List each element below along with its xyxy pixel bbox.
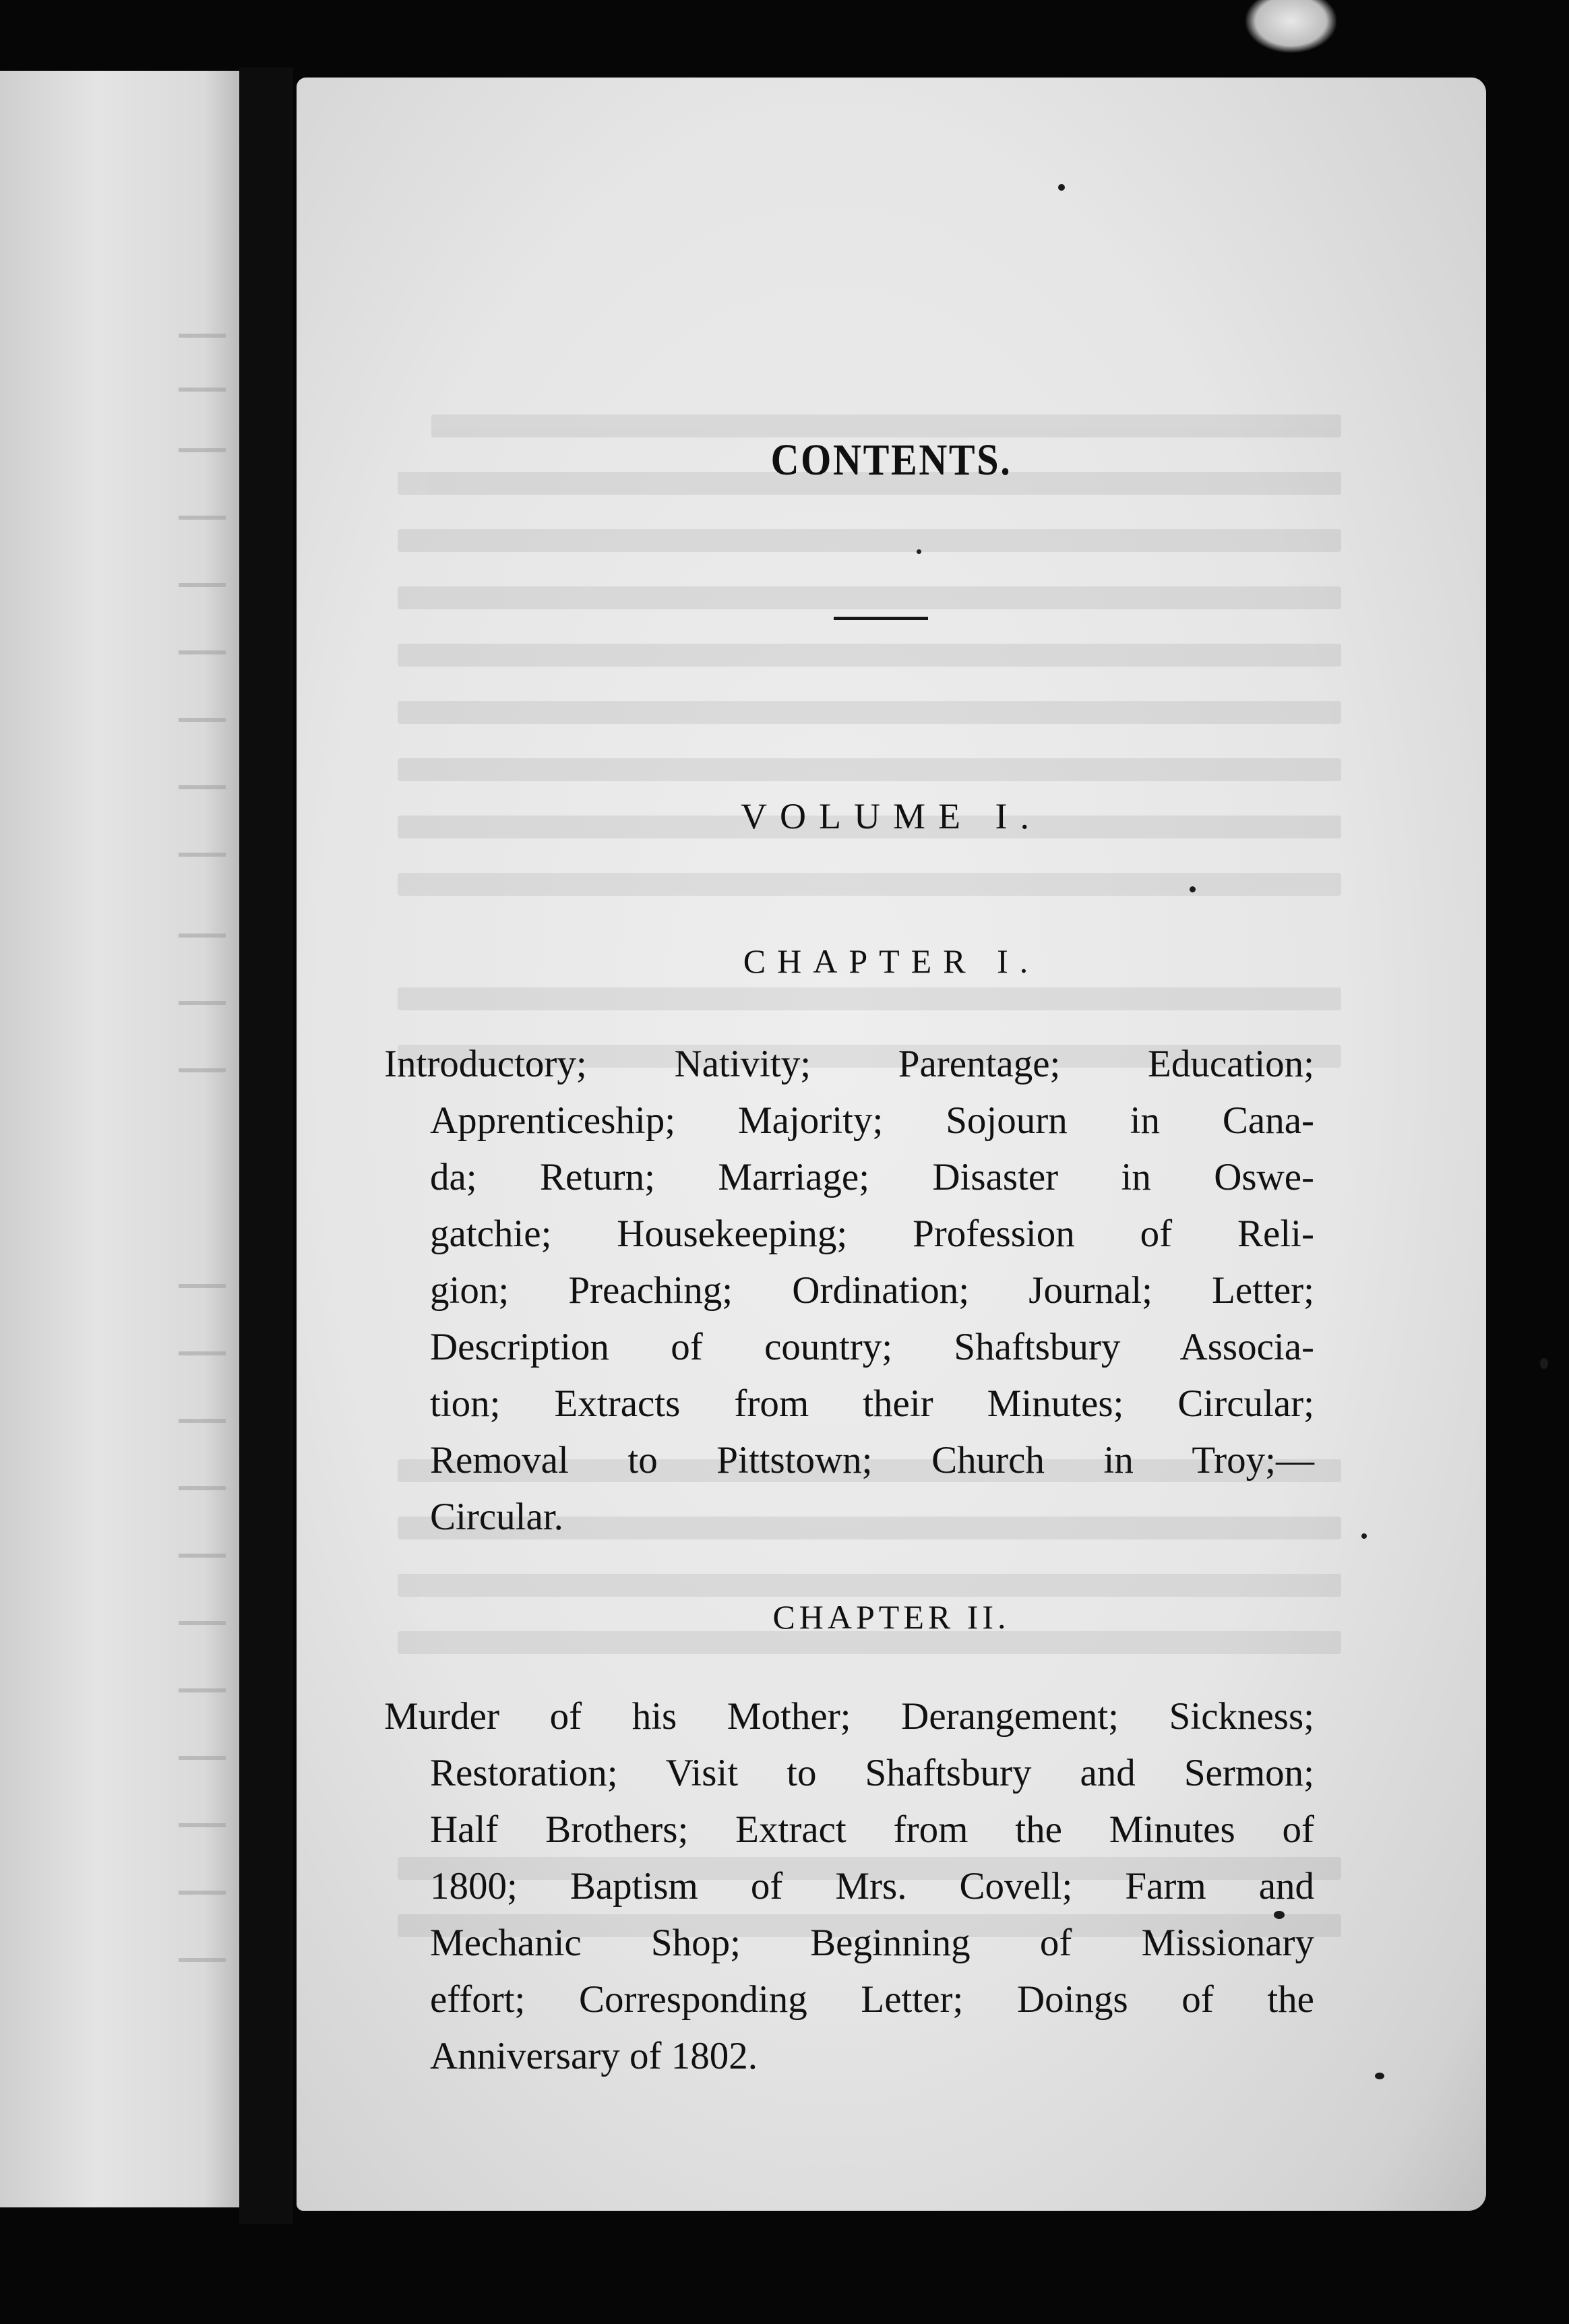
summary-line: Murder of his Mother; Derangement; Sickness; (384, 1695, 1314, 1738)
summary-line: Removal to Pittstown; Church in Troy;— (430, 1439, 1314, 1481)
page-title: CONTENTS. (770, 435, 1012, 485)
summary-line: gion; Preaching; Ordination; Journal; Letter; (430, 1269, 1314, 1312)
chapter-summary (384, 1036, 1314, 1546)
summary-line: Mechanic Shop; Beginning of Missionary (430, 1922, 1314, 1964)
volume-heading: VOLUME I. (741, 796, 1042, 836)
summary-line: gatchie; Housekeeping; Profession of Reli- (430, 1213, 1314, 1255)
book-gutter (239, 67, 293, 2224)
title-rule (834, 617, 928, 620)
facing-page-edge (0, 71, 239, 2207)
summary-line: Anniversary of 1802. (430, 2035, 758, 2077)
chapter-heading: CHAPTER II. (772, 1598, 1010, 1636)
summary-line: Apprenticeship; Majority; Sojourn in Cana- (430, 1099, 1314, 1142)
summary-line: Restoration; Visit to Shaftsbury and Sermon; (430, 1752, 1314, 1794)
scan-blemish (1245, 0, 1336, 53)
summary-line: da; Return; Marriage; Disaster in Oswe- (430, 1156, 1314, 1198)
chapter-summary (384, 1688, 1314, 2085)
summary-line: Half Brothers; Extract from the Minutes of (430, 1808, 1314, 1851)
summary-line: 1800; Baptism of Mrs. Covell; Farm and (430, 1865, 1314, 1907)
summary-line: effort; Corresponding Letter; Doings of the (430, 1978, 1314, 2021)
chapter-heading: CHAPTER I. (743, 942, 1040, 980)
contents-page (297, 78, 1486, 2211)
summary-line: Description of country; Shaftsbury Associa- (430, 1326, 1314, 1368)
title-dot (917, 549, 921, 554)
summary-line: Introductory; Nativity; Parentage; Education; (384, 1043, 1314, 1085)
summary-line: tion; Extracts from their Minutes; Circular; (430, 1382, 1314, 1425)
summary-line: Circular. (430, 1496, 563, 1538)
